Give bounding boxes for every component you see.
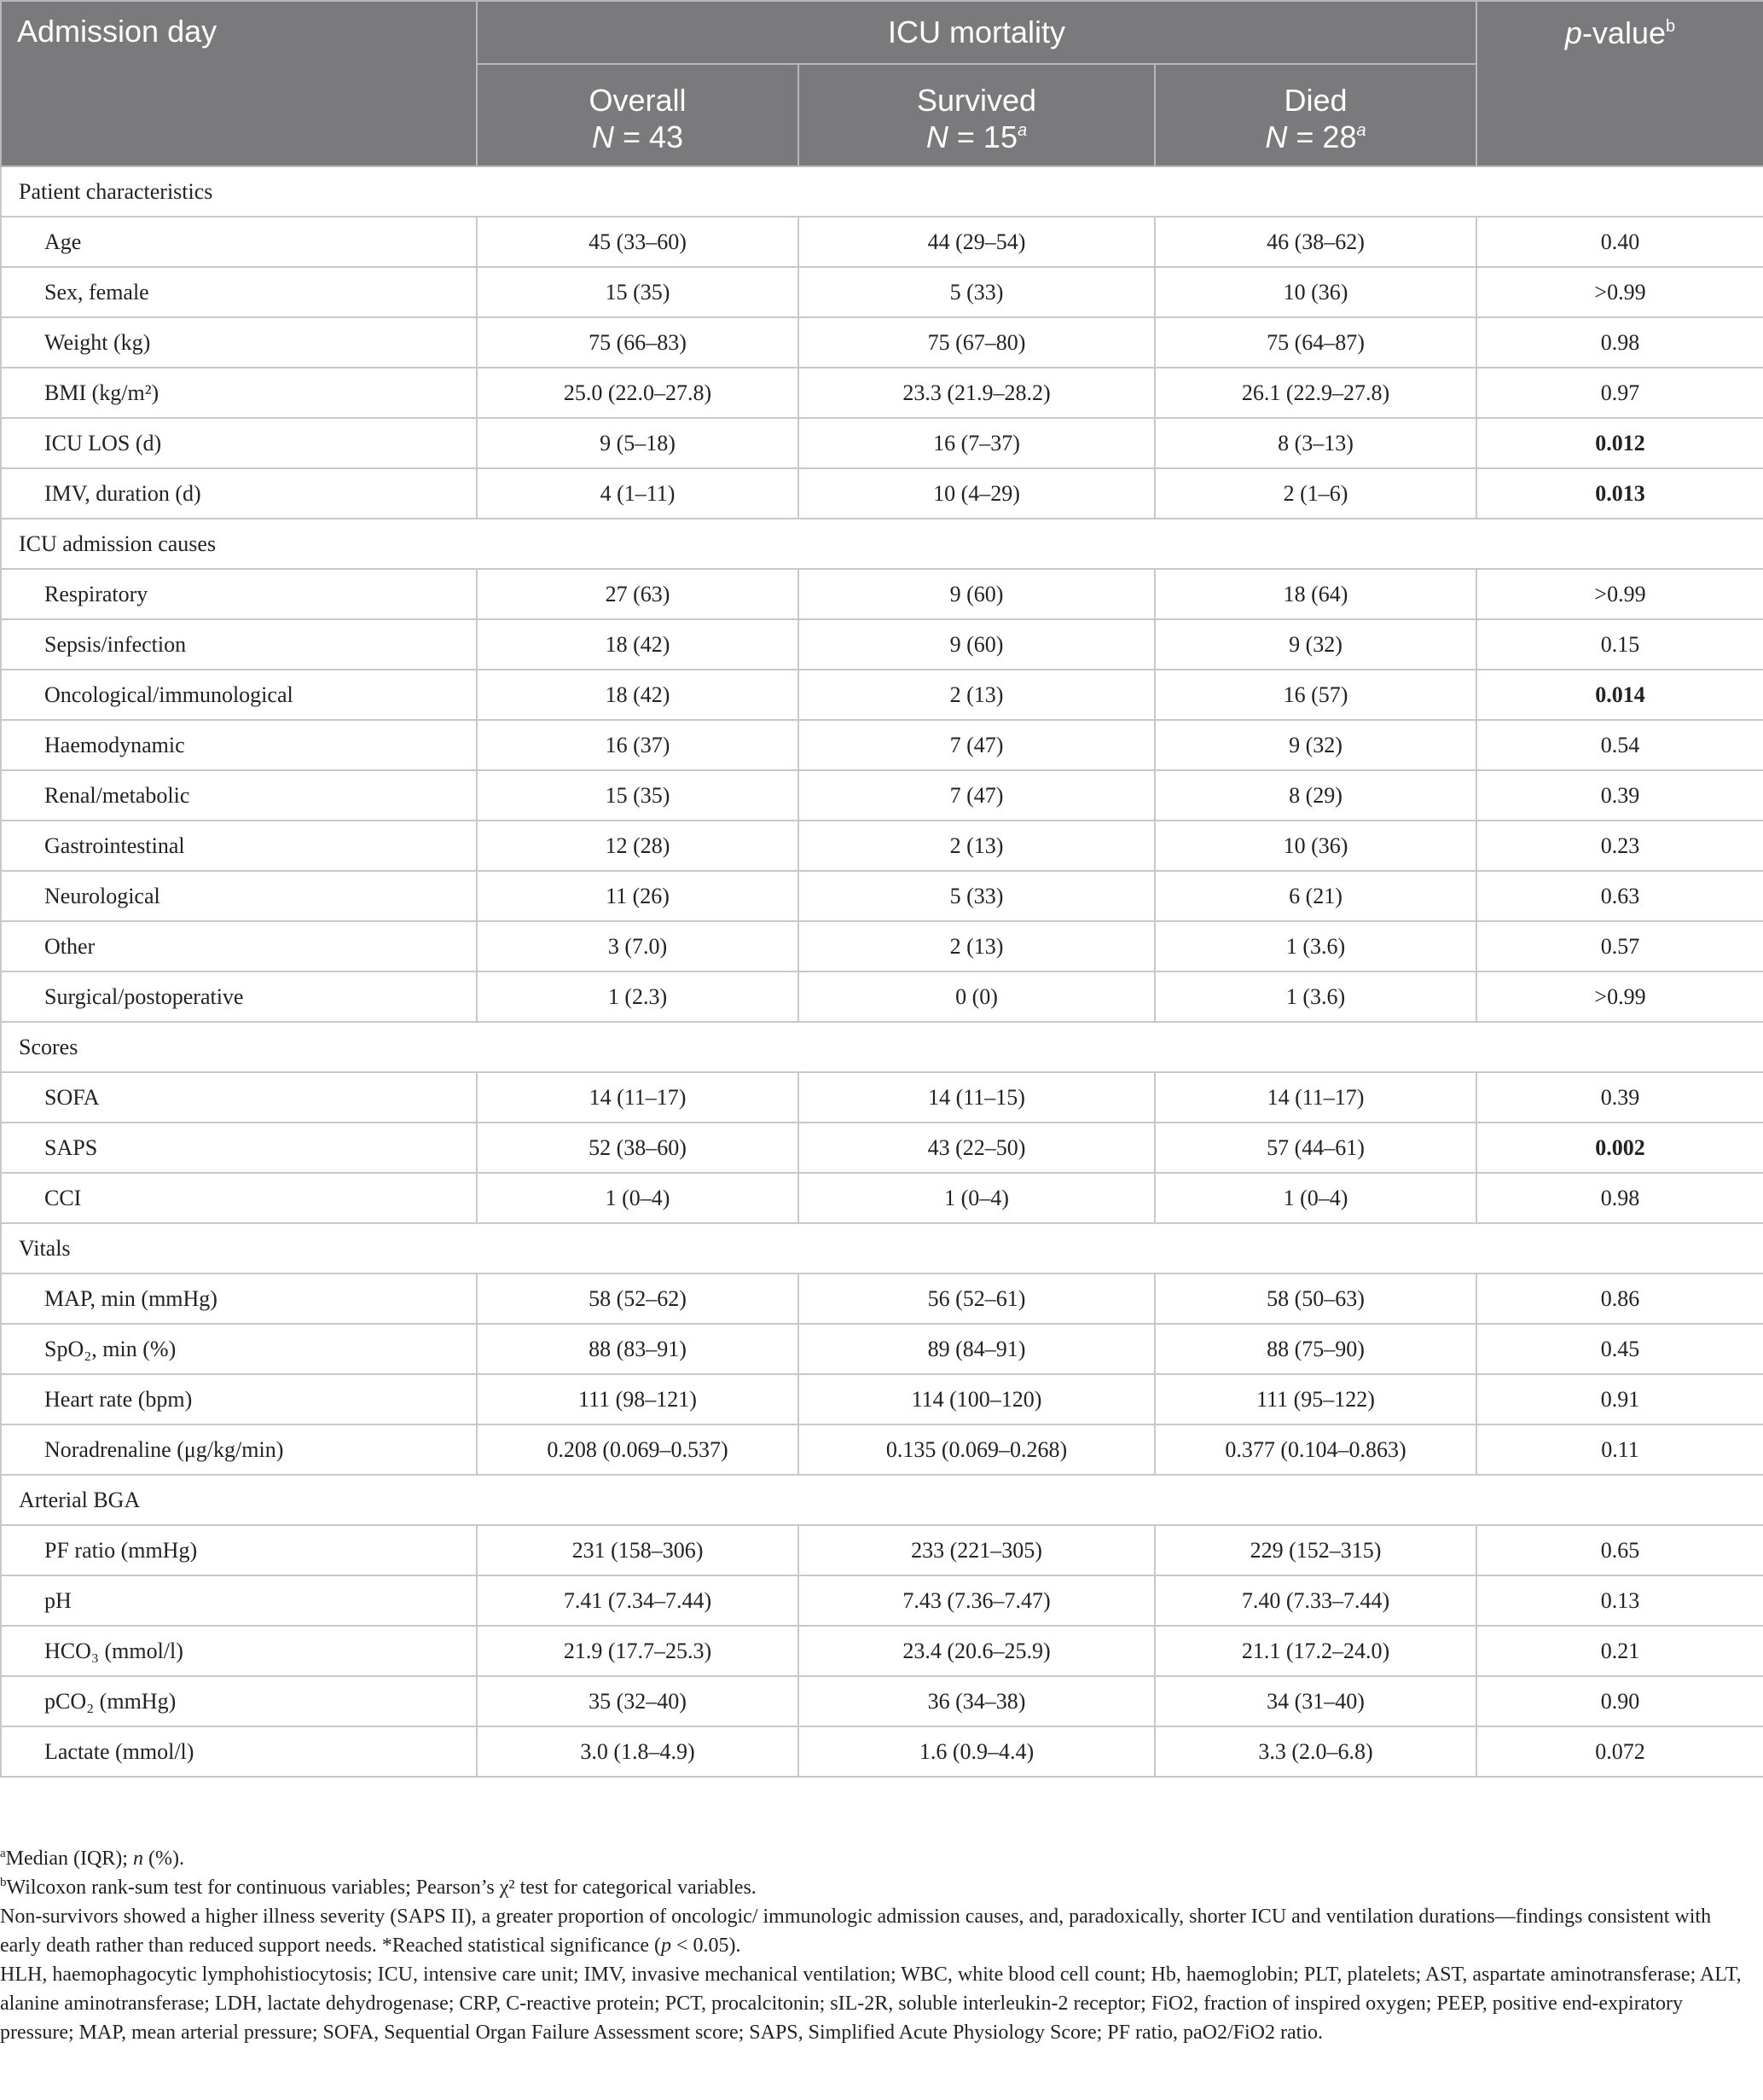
footnote-abbreviations: HLH, haemophagocytic lymphohistiocytosis; ICU, intensive care unit; IMV, invasive mechanical ventilation; WBC, white blood cell count; Hb, haemoglobin; PLT, platelets; AST, aspartate aminotransferase; ALT, alanine aminotransferase; LDH, lactate dehydrogenase; CRP, C-reactive protein; PCT, procalcitonin; sIL-2R, soluble interleukin-2 receptor; FiO2, fraction of inspired oxygen; PEEP, positive end-expiratory pressure; MAP, mean arterial pressure; SOFA, Sequential Organ Failure Assessment score; SAPS, Simplified Acute Physiology Score; PF ratio, paO2/FiO2 ratio. [0,1964,1742,2044]
group-n [1157,119,1475,155]
table-row [1,267,1763,317]
row-label: SpO₂, min (%) [1,1324,477,1374]
survived-cell: 75 (67–80) [798,317,1155,368]
p-value-cell: 0.23 [1476,821,1763,871]
table-row [1,1324,1763,1374]
survived-cell: 7 (47) [798,770,1155,821]
survived-cell: 2 (13) [798,670,1155,720]
died-header [1155,64,1476,166]
table-row [1,821,1763,871]
overall-cell: 111 (98–121) [477,1374,798,1424]
died-cell: 1 (3.6) [1155,921,1476,972]
p-value-cell: 0.012 [1476,418,1763,468]
table-row [1,1273,1763,1324]
table-row [1,569,1763,619]
died-cell: 1 (0–4) [1155,1173,1476,1223]
died-cell: 9 (32) [1155,720,1476,770]
survived-cell: 5 (33) [798,267,1155,317]
died-cell: 26.1 (22.9–27.8) [1155,368,1476,418]
p-value-cell: 0.13 [1476,1575,1763,1626]
died-cell: 3.3 (2.0–6.8) [1155,1726,1476,1777]
row-label: Gastrointestinal [1,821,477,871]
table-row [1,972,1763,1022]
summary-text: Non-survivors showed a higher illness severity (SAPS II), a greater proportion of oncologic/ immunologic admission causes, and, paradoxically, shorter ICU and ventilation durations—findings consistent with early death rather than reduced support needs. *Reached statistical significance ( [0,1906,1712,1957]
p-value-cell: 0.54 [1476,720,1763,770]
row-label: Oncological/immunological [1,670,477,720]
p-value-cell: 0.072 [1476,1726,1763,1777]
survived-cell: 2 (13) [798,921,1155,972]
table-row [1,1575,1763,1626]
p-value-cell: >0.99 [1476,267,1763,317]
died-cell: 14 (11–17) [1155,1072,1476,1123]
row-label: MAP, min (mmHg) [1,1273,477,1324]
table-row [1,368,1763,418]
table-row [1,871,1763,921]
survived-cell: 233 (221–305) [798,1525,1155,1575]
summary-p: p [661,1935,672,1957]
overall-cell: 7.41 (7.34–7.44) [477,1575,798,1626]
died-cell: 18 (64) [1155,569,1476,619]
survived-cell: 14 (11–15) [798,1072,1155,1123]
row-label: Lactate (mmol/l) [1,1726,477,1777]
survived-header [798,64,1155,166]
group-n-value: = 28 [1287,119,1357,154]
survived-cell: 16 (7–37) [798,418,1155,468]
p-value-cell: 0.98 [1476,317,1763,368]
footnote-b [0,1873,1749,1902]
row-label: Sex, female [1,267,477,317]
table-row [1,468,1763,519]
p-value-suffix: -value [1581,15,1666,50]
row-label: Respiratory [1,569,477,619]
survived-cell: 7.43 (7.36–7.47) [798,1575,1155,1626]
p-value-cell: 0.45 [1476,1324,1763,1374]
group-n-label: N [1265,119,1288,154]
overall-cell: 9 (5–18) [477,418,798,468]
p-value-cell: 0.98 [1476,1173,1763,1223]
died-cell: 58 (50–63) [1155,1273,1476,1324]
overall-cell: 88 (83–91) [477,1324,798,1374]
table-body [1,166,1763,1777]
table-header [1,1,1763,166]
row-label: Other [1,921,477,972]
section-title: Scores [1,1022,1763,1072]
section-row [1,1022,1763,1072]
p-value-sup: b [1666,17,1676,36]
died-cell: 7.40 (7.33–7.44) [1155,1575,1476,1626]
table-row [1,770,1763,821]
died-cell: 2 (1–6) [1155,468,1476,519]
overall-cell: 0.208 (0.069–0.537) [477,1424,798,1475]
died-cell: 10 (36) [1155,821,1476,871]
overall-cell: 25.0 (22.0–27.8) [477,368,798,418]
overall-cell: 15 (35) [477,267,798,317]
p-value-cell: 0.57 [1476,921,1763,972]
overall-cell: 75 (66–83) [477,317,798,368]
survived-cell: 9 (60) [798,569,1155,619]
overall-cell: 1 (2.3) [477,972,798,1022]
footnote-b-text: Wilcoxon rank-sum test for continuous variables; Pearson’s χ² test for categorical variables. [6,1877,757,1899]
survived-cell: 5 (33) [798,871,1155,921]
p-value-cell: 0.39 [1476,1072,1763,1123]
group-n-label: N [591,119,614,154]
overall-cell: 3 (7.0) [477,921,798,972]
section-row [1,166,1763,217]
p-value-cell: 0.63 [1476,871,1763,921]
overall-cell: 231 (158–306) [477,1525,798,1575]
row-label: BMI (kg/m²) [1,368,477,418]
row-label: SOFA [1,1072,477,1123]
survived-cell: 89 (84–91) [798,1324,1155,1374]
p-value-cell: 0.65 [1476,1525,1763,1575]
footnote-a-marker: a [0,1847,6,1860]
row-label: pH [1,1575,477,1626]
survived-cell: 56 (52–61) [798,1273,1155,1324]
group-n-sup: a [1356,120,1366,140]
admission-day-header: Admission day [1,1,477,166]
p-value-cell: 0.15 [1476,619,1763,670]
survived-cell: 0 (0) [798,972,1155,1022]
group-n-label: N [925,119,948,154]
died-cell: 75 (64–87) [1155,317,1476,368]
survived-cell: 7 (47) [798,720,1155,770]
table-row [1,670,1763,720]
footnote-a-text: Median (IQR); [5,1848,133,1870]
group-name: Survived [916,83,1037,119]
footnotes [0,1844,1749,2047]
group-name: Died [1284,83,1348,119]
section-row [1,519,1763,569]
p-value-cell: >0.99 [1476,569,1763,619]
p-value-cell: 0.86 [1476,1273,1763,1324]
table-row [1,619,1763,670]
group-n-value: = 43 [613,119,684,154]
table-row [1,217,1763,267]
row-label: IMV, duration (d) [1,468,477,519]
section-row [1,1475,1763,1525]
section-title: Arterial BGA [1,1475,1763,1525]
table-row [1,418,1763,468]
died-cell: 10 (36) [1155,267,1476,317]
died-cell: 21.1 (17.2–24.0) [1155,1626,1476,1676]
p-value-italic: p [1564,15,1582,50]
table-row [1,921,1763,972]
overall-cell: 58 (52–62) [477,1273,798,1324]
row-label: pCO₂ (mmHg) [1,1676,477,1726]
footnote-a-n: n [132,1848,143,1870]
survived-cell: 44 (29–54) [798,217,1155,267]
group-n [800,119,1153,155]
table-row [1,1626,1763,1676]
row-label: PF ratio (mmHg) [1,1525,477,1575]
table-row [1,1173,1763,1223]
row-label: HCO₃ (mmol/l) [1,1626,477,1676]
row-label: Surgical/postoperative [1,972,477,1022]
p-value-cell: 0.21 [1476,1626,1763,1676]
overall-cell: 27 (63) [477,569,798,619]
section-title: ICU admission causes [1,519,1763,569]
died-cell: 16 (57) [1155,670,1476,720]
survived-cell: 43 (22–50) [798,1123,1155,1173]
row-label: Renal/metabolic [1,770,477,821]
overall-cell: 18 (42) [477,670,798,720]
overall-cell: 12 (28) [477,821,798,871]
overall-cell: 35 (32–40) [477,1676,798,1726]
footnote-a [0,1844,1749,1873]
row-label: ICU LOS (d) [1,418,477,468]
p-value-cell: 0.97 [1476,368,1763,418]
overall-cell: 4 (1–11) [477,468,798,519]
overall-cell: 18 (42) [477,619,798,670]
row-label: Neurological [1,871,477,921]
group-name: Overall [589,83,687,119]
row-label: SAPS [1,1123,477,1173]
p-value-cell: 0.013 [1476,468,1763,519]
overall-cell: 16 (37) [477,720,798,770]
table-row [1,317,1763,368]
group-n-value: = 15 [948,119,1018,154]
p-value-header [1476,1,1763,166]
survived-cell: 10 (4–29) [798,468,1155,519]
overall-cell: 52 (38–60) [477,1123,798,1173]
table-row [1,1525,1763,1575]
p-value-cell: 0.39 [1476,770,1763,821]
died-cell: 8 (3–13) [1155,418,1476,468]
p-value-cell: 0.11 [1476,1424,1763,1475]
died-cell: 46 (38–62) [1155,217,1476,267]
overall-cell: 1 (0–4) [477,1173,798,1223]
table-row [1,1676,1763,1726]
overall-cell: 3.0 (1.8–4.9) [477,1726,798,1777]
overall-cell: 45 (33–60) [477,217,798,267]
died-cell: 8 (29) [1155,770,1476,821]
survived-cell: 23.4 (20.6–25.9) [798,1626,1155,1676]
survived-cell: 1.6 (0.9–4.4) [798,1726,1155,1777]
footnote-b-marker: b [0,1876,7,1889]
section-title: Vitals [1,1223,1763,1273]
group-n [478,119,797,155]
table-row [1,1374,1763,1424]
died-cell: 1 (3.6) [1155,972,1476,1022]
p-value-cell: >0.99 [1476,972,1763,1022]
row-label: Noradrenaline (μg/kg/min) [1,1424,477,1475]
overall-header [477,64,798,166]
row-label: Heart rate (bpm) [1,1374,477,1424]
survived-cell: 23.3 (21.9–28.2) [798,368,1155,418]
p-value-cell: 0.002 [1476,1123,1763,1173]
died-cell: 88 (75–90) [1155,1324,1476,1374]
group-n-sup: a [1017,120,1028,140]
row-label: Age [1,217,477,267]
survived-cell: 0.135 (0.069–0.268) [798,1424,1155,1475]
p-value-cell: 0.90 [1476,1676,1763,1726]
table-row [1,1726,1763,1777]
section-title: Patient characteristics [1,166,1763,217]
overall-cell: 14 (11–17) [477,1072,798,1123]
row-label: Weight (kg) [1,317,477,368]
died-cell: 34 (31–40) [1155,1676,1476,1726]
section-row [1,1223,1763,1273]
survived-cell: 9 (60) [798,619,1155,670]
row-label: Haemodynamic [1,720,477,770]
survived-cell: 2 (13) [798,821,1155,871]
survived-cell: 1 (0–4) [798,1173,1155,1223]
row-label: Sepsis/infection [1,619,477,670]
footnote-a-text-end: (%). [142,1848,184,1870]
p-value-cell: 0.40 [1476,217,1763,267]
died-cell: 9 (32) [1155,619,1476,670]
icu-mortality-header: ICU mortality [477,1,1476,64]
died-cell: 229 (152–315) [1155,1525,1476,1575]
row-label: CCI [1,1173,477,1223]
summary-end: < 0.05). [671,1935,741,1957]
overall-cell: 11 (26) [477,871,798,921]
died-cell: 6 (21) [1155,871,1476,921]
died-cell: 0.377 (0.104–0.863) [1155,1424,1476,1475]
overall-cell: 15 (35) [477,770,798,821]
p-value-cell: 0.014 [1476,670,1763,720]
survived-cell: 36 (34–38) [798,1676,1155,1726]
table-row [1,1072,1763,1123]
died-cell: 57 (44–61) [1155,1123,1476,1173]
p-value-cell: 0.91 [1476,1374,1763,1424]
table-row [1,1123,1763,1173]
overall-cell: 21.9 (17.7–25.3) [477,1626,798,1676]
table-row [1,1424,1763,1475]
footnote-summary [0,1902,1749,1960]
died-cell: 111 (95–122) [1155,1374,1476,1424]
table-row [1,720,1763,770]
survived-cell: 114 (100–120) [798,1374,1155,1424]
